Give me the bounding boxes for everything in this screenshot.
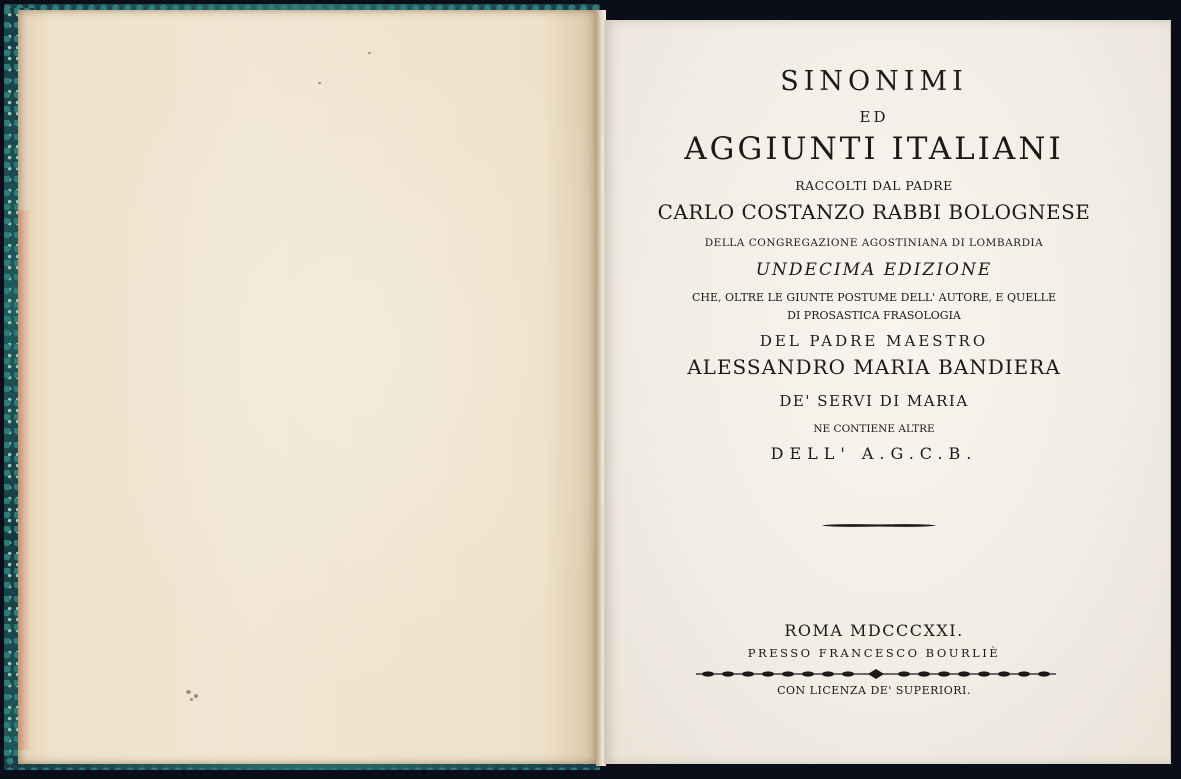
description-line-2: DI PROSASTICA FRASOLOGIA (787, 309, 961, 322)
title-line-sinonimi: SINONIMI (780, 66, 968, 97)
editor-initials: DELL' A.G.C.B. (770, 444, 978, 463)
imprint-place-date: ROMA MDCCCXXI. (784, 621, 964, 640)
foxing-spot (190, 698, 193, 701)
endpaper-left-page (18, 10, 600, 764)
description-line-1: CHE, OLTRE LE GIUNTE POSTUME DELL' AUTORE, E QUELLE (691, 291, 1056, 304)
foxing-edge (18, 210, 32, 750)
foxing-spot (368, 52, 371, 54)
decorative-rule (822, 523, 936, 528)
edition-statement: UNDECIMA EDIZIONE (755, 260, 993, 280)
imprint-printer: PRESSO FRANCESCO BOURLIÈ (747, 646, 1001, 660)
ornamental-border (696, 668, 1056, 680)
additions-line: NE CONTIENE ALTRE (813, 423, 935, 435)
foxing-spot (194, 694, 198, 698)
contributor-order: DE' SERVI DI MARIA (779, 392, 969, 410)
title-line-ed: ED (859, 108, 889, 126)
contributor-prefix: DEL PADRE MAESTRO (759, 332, 989, 350)
author-affiliation: DELLA CONGREGAZIONE AGOSTINIANA DI LOMBARDIA (704, 237, 1044, 249)
foxing-spot (186, 690, 191, 694)
contributor-name: ALESSANDRO MARIA BANDIERA (687, 355, 1061, 379)
foxing-spot (318, 82, 321, 84)
title-line-aggiunti: AGGIUNTI ITALIANI (684, 131, 1064, 167)
author-name: CARLO COSTANZO RABBI BOLOGNESE (657, 200, 1091, 224)
title-line-raccolti: RACCOLTI DAL PADRE (795, 178, 953, 193)
imprint-license: CON LICENZA DE' SUPERIORI. (777, 684, 971, 697)
